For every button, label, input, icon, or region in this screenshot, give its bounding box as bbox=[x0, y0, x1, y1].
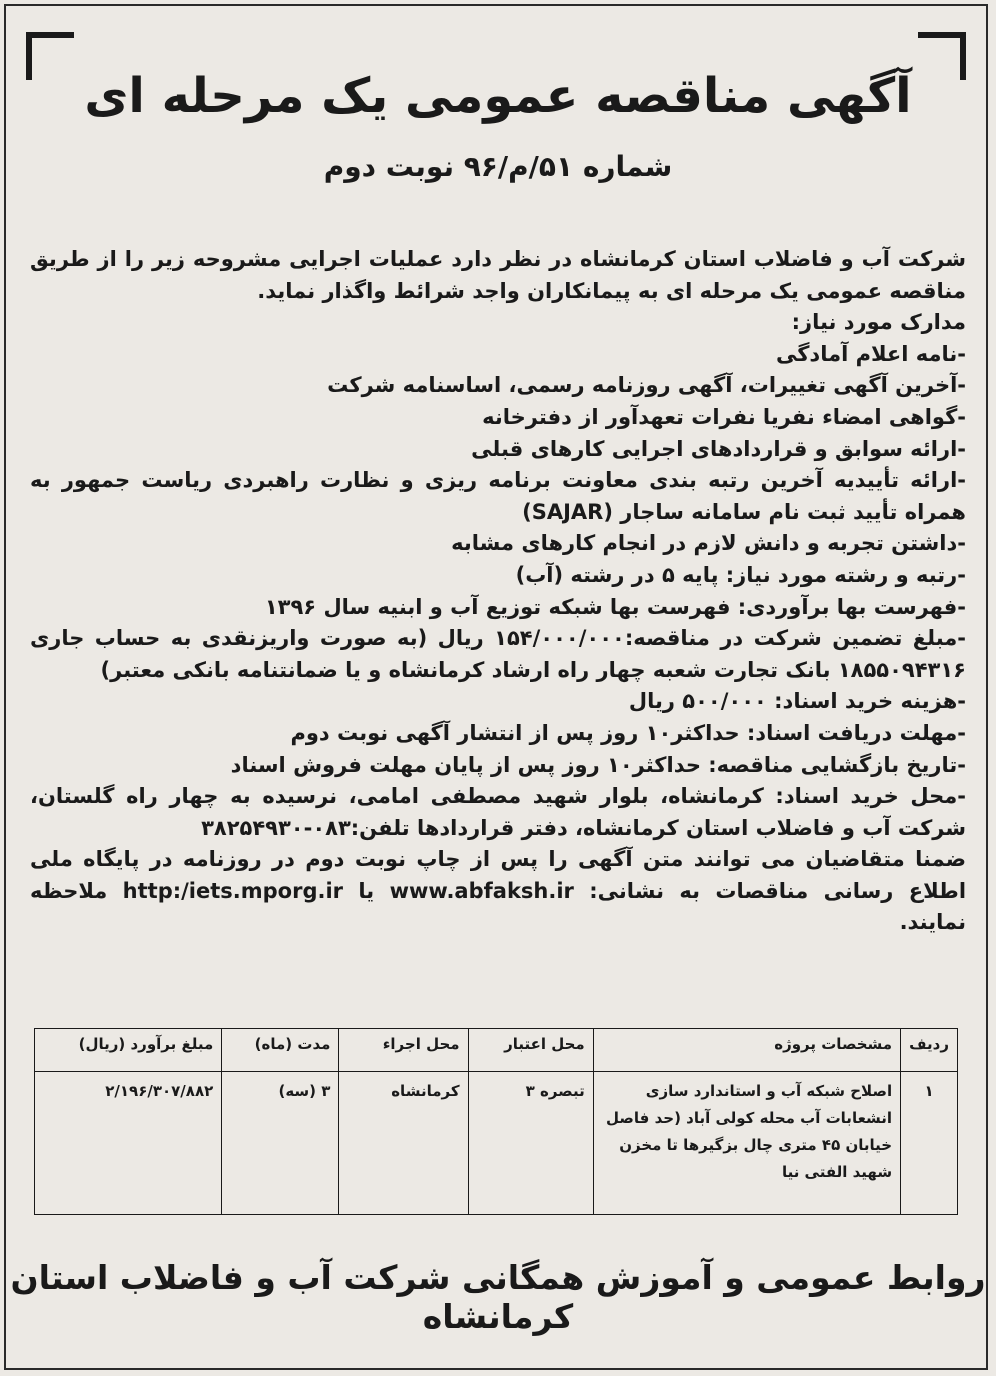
header-execution-place: محل اجراء bbox=[339, 1029, 468, 1072]
header-credit-source: محل اعتبار bbox=[468, 1029, 593, 1072]
notice-subtitle: شماره ۵۱/م/۹۶ نوبت دوم bbox=[323, 150, 673, 183]
website-link-abfaksh[interactable]: www.abfaksh.ir bbox=[389, 878, 574, 903]
requirement-item: -ارائه تأییدیه آخرین رتبه بندی معاونت برنامه ریزی و نظارت راهبردی ریاست جمهور به همراه تأیید ثبت نام سامانه ساجار (SAJAR) bbox=[30, 468, 966, 524]
table-row bbox=[35, 1072, 958, 1215]
table-header-row bbox=[35, 1029, 958, 1072]
requirement-item: -مهلت دریافت اسناد: حداکثر۱۰ روز پس از انتشار آگهی نوبت دوم bbox=[290, 720, 966, 745]
header-duration: مدت (ماه) bbox=[222, 1029, 339, 1072]
intro-paragraph: شرکت آب و فاضلاب استان کرمانشاه در نظر دارد عملیات اجرایی مشروحه زیر را از طریق مناقصه عمومی یک مرحله ای به پیمانکاران واجد شرائط واگذار نماید. bbox=[30, 247, 966, 303]
requirement-item: -رتبه و رشته مورد نیاز: پایه ۵ در رشته (آب) bbox=[515, 562, 966, 587]
notice-title: آگهی مناقصه عمومی یک مرحله ای bbox=[84, 68, 912, 124]
closing-suffix: ملاحظه نمایند. bbox=[30, 878, 966, 935]
requirement-item: -گواهی امضاء نفریا نفرات تعهدآور از دفترخانه bbox=[482, 404, 966, 429]
closing-prefix: ضمنا متقاضیان می توانند متن آگهی را پس از چاپ نوبت دوم در روزنامه در پایگاه ملی اطلاع رسانی مناقصات به نشانی: bbox=[30, 847, 967, 903]
projects-table bbox=[34, 1028, 958, 1215]
requirement-item: -فهرست بها برآوردی: فهرست بها شبکه توزیع آب و ابنیه سال ۱۳۹۶ bbox=[264, 594, 966, 619]
cell-project-spec: اصلاح شبکه آب و استاندارد سازی انشعابات آب محله کولی آباد (حد فاصل خیابان ۴۵ متری چال بزگیرها تا مخزن شهید الفتی نیا bbox=[593, 1072, 900, 1215]
requirement-item: -محل خرید اسناد: کرمانشاه، بلوار شهید مصطفی امامی، نرسیده به چهار راه گلستان، شرکت آب و فاضلاب استان کرمانشاه، دفتر قراردادها تلفن:۰۸۳-۳۸۲۵۴۹۳۰ bbox=[30, 784, 966, 840]
closing-or: یا bbox=[358, 878, 375, 903]
requirement-item: -مبلغ تضمین شرکت در مناقصه:۱۵۴/۰۰۰/۰۰۰ ریال (به صورت واریزنقدی به حساب جاری ۱۸۵۵۰۹۴۳۱۶ بانک تجارت شعبه چهار راه ارشاد کرمانشاه و یا ضمانتنامه بانکی معتبر) bbox=[30, 626, 967, 682]
cell-duration: ۳ (سه) bbox=[222, 1072, 339, 1215]
header-estimated-amount: مبلغ برآورد (ریال) bbox=[35, 1029, 222, 1072]
header-project-spec: مشخصات پروژه bbox=[593, 1029, 900, 1072]
cell-row-number: ۱ bbox=[901, 1072, 958, 1215]
requirement-item: -داشتن تجربه و دانش لازم در انجام کارهای مشابه bbox=[451, 531, 966, 556]
cell-execution-place: کرمانشاه bbox=[339, 1072, 468, 1215]
documents-heading: مدارک مورد نیاز: bbox=[791, 310, 966, 335]
requirement-item: -ارائه سوابق و قراردادهای اجرایی کارهای قبلی bbox=[471, 436, 966, 461]
header-row-number: ردیف bbox=[901, 1029, 958, 1072]
requirement-item: -نامه اعلام آمادگی bbox=[775, 341, 966, 366]
requirement-item: -آخرین آگهی تغییرات، آگهی روزنامه رسمی، اساسنامه شرکت bbox=[327, 373, 966, 398]
cell-estimated-amount: ۲/۱۹۶/۳۰۷/۸۸۲ bbox=[35, 1072, 222, 1215]
cell-credit-source: تبصره ۳ bbox=[468, 1072, 593, 1215]
notice-body bbox=[30, 244, 966, 939]
closing-paragraph bbox=[30, 844, 966, 939]
requirement-item: -تاریخ بازگشایی مناقصه: حداکثر۱۰ روز پس از پایان مهلت فروش اسناد bbox=[230, 752, 966, 777]
footer-signature: روابط عمومی و آموزش همگانی شرکت آب و فاضلاب استان کرمانشاه bbox=[10, 1258, 986, 1336]
website-link-iets[interactable]: http:/iets.mporg.ir bbox=[122, 878, 344, 903]
requirement-item: -هزینه خرید اسناد: ۵۰۰/۰۰۰ ریال bbox=[628, 689, 966, 714]
